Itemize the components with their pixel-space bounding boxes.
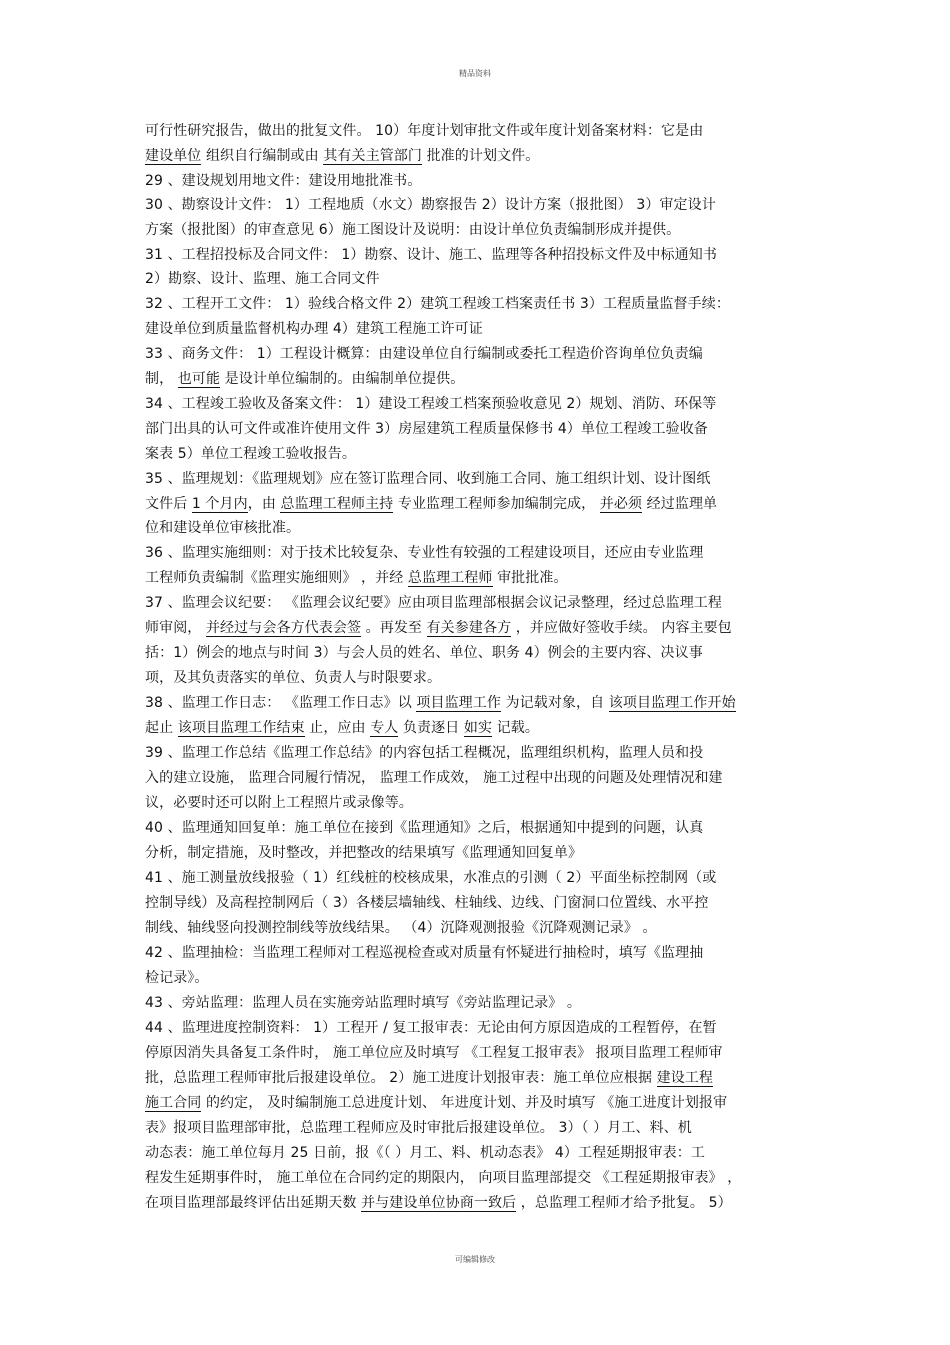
underlined-answer: 1 个月内	[191, 496, 248, 512]
text-segment: 40 、监理通知回复单：施工单位在接到《监理通知》之后，根据通知中提到的问题，认真	[145, 820, 704, 836]
text-segment: 文件后	[145, 496, 192, 512]
underlined-answer: 如实	[463, 720, 493, 736]
text-segment: 34 、工程竣工验收及备案文件： 1）建设工程竣工档案预验收意见 2）规划、消防、环保等	[145, 396, 717, 412]
text-segment: 39 、监理工作总结《监理工作总结》的内容包括工程概况，监理组织机构，监理人员和投	[145, 745, 704, 761]
text-segment: 的约定， 及时编制施工总进度计划、 年进度计划、并及时填写 《施工进度计划报审	[201, 1095, 728, 1111]
text-segment: 方案（报批图）的审查意见 6）施工图设计及说明：由设计单位负责编制形成并提供。	[145, 222, 681, 238]
text-line	[145, 1192, 732, 1214]
underlined-answer: 施工合同	[145, 1095, 202, 1111]
text-segment: 是设计单位编制的。由编制单位提供。	[220, 371, 465, 387]
text-segment: 33 、商务文件： 1）工程设计概算：由建设单位自行编制或委托工程造价咨询单位负责编	[145, 346, 703, 362]
text-segment: 。再发至	[361, 620, 427, 636]
underlined-answer: 总监理工程师	[407, 570, 493, 586]
text-segment: 32 、工程开工文件： 1）验线合格文件 2）建筑工程竣工档案责任书 3）工程质量监督手续：	[145, 296, 730, 312]
text-line	[145, 717, 539, 739]
text-segment: 项，及其负责落实的单位、负责人与时限要求。	[145, 670, 442, 686]
text-segment: 在项目监理部最终评估出延期天数	[145, 1195, 362, 1211]
text-line	[145, 967, 209, 989]
underlined-answer: 总监理工程师主持	[280, 496, 394, 512]
text-segment: 程发生延期事件时， 施工单位在合同约定的期限内， 向项目监理部提交 《工程延期报审表》 ，	[145, 1170, 742, 1186]
text-line	[145, 792, 413, 814]
text-line	[145, 542, 703, 564]
text-line	[145, 120, 703, 142]
text-line	[145, 1142, 705, 1164]
text-line	[145, 194, 716, 216]
underlined-answer: 专人	[370, 720, 399, 736]
text-line	[145, 244, 717, 266]
text-segment: 41 、施工测量放线报验（ 1）红线桩的校核成果，水准点的引测（ 2）平面坐标控制网（或	[145, 870, 717, 886]
text-segment: ，总监理工程师才给予批复。 5）	[516, 1195, 732, 1211]
text-line	[145, 817, 703, 839]
text-line	[145, 443, 356, 465]
text-line	[145, 892, 708, 914]
text-segment: 43 、旁站监理：监理人员在实施旁站监理时填写《旁站监理记录》 。	[145, 995, 582, 1011]
text-segment: 2）勘察、设计、监理、施工合同文件	[145, 271, 380, 287]
text-line	[145, 1042, 723, 1064]
text-segment: 为记载对象，自	[500, 695, 609, 711]
text-line	[145, 1117, 692, 1139]
text-segment: 负责逐日	[398, 720, 464, 736]
text-segment: ，由	[247, 496, 281, 512]
text-line	[145, 517, 300, 539]
text-segment: 位和建设单位审核批准。	[145, 520, 301, 536]
text-segment: 35 、监理规划：《监理规划》应在签订监理合同、收到施工合同、施工组织计划、设计图纸	[145, 471, 711, 487]
text-segment: 44 、监理进度控制资料： 1）工程开 / 复工报审表：无论由何方原因造成的工程暂停，在暂	[145, 1020, 717, 1036]
text-segment: 30 、勘察设计文件： 1）工程地质（水文）勘察报告 2）设计方案（报批图） 3）审定设计	[145, 197, 716, 213]
text-segment: 止，应由	[304, 720, 371, 736]
text-segment: 经过监理单	[642, 496, 718, 512]
text-segment: 分析，制定措施，及时整改，并把整改的结果填写《监理通知回复单》	[145, 845, 583, 861]
text-line	[145, 842, 582, 864]
text-segment: 批，总监理工程师审批后报建设单位。 2）施工进度计划报审表：施工单位应根据	[145, 1070, 657, 1086]
text-segment: 停原因消失具备复工条件时， 施工单位应及时填写 《工程复工报审表》 报项目监理工程师审	[145, 1045, 723, 1061]
text-line	[145, 567, 568, 589]
text-segment: 组织自行编制或由	[201, 148, 324, 164]
text-line	[145, 992, 581, 1014]
text-segment: 案表 5）单位工程竣工验收报告。	[145, 446, 356, 462]
text-segment: 29 、建设规划用地文件：建设用地批准书。	[145, 173, 422, 189]
text-segment: 部门出具的认可文件或准许使用文件 3）房屋建筑工程质量保修书 4）单位工程竣工验收备	[145, 421, 708, 437]
text-line	[145, 1092, 727, 1114]
text-line	[145, 592, 722, 614]
text-segment: 36 、监理实施细则：对于技术比较复杂、专业性有较强的工程建设项目，还应由专业监理	[145, 545, 704, 561]
underlined-answer: 建设工程	[656, 1070, 714, 1086]
text-segment: 可行性研究报告，做出的批复文件。 10）年度计划审批文件或年度计划备案材料：它是由	[145, 123, 704, 139]
text-line	[145, 293, 730, 315]
underlined-answer: 其有关主管部门	[323, 148, 423, 164]
text-segment: 检记录》。	[145, 970, 209, 986]
underlined-answer: 该项目监理工作结束	[177, 720, 305, 736]
underlined-answer: 也可能	[177, 371, 221, 387]
text-line	[145, 219, 680, 241]
text-segment: 起止	[145, 720, 178, 736]
text-line	[145, 867, 716, 889]
underlined-answer: 并经过与会各方代表会签	[205, 620, 362, 636]
text-line	[145, 942, 703, 964]
underlined-answer: 并必须	[599, 496, 643, 512]
text-segment: 37 、监理会议纪要： 《监理会议纪要》应由项目监理部根据会议记录整理，经过总监理工程	[145, 595, 723, 611]
text-line	[145, 393, 716, 415]
text-segment: 制线、轴线竖向投测控制线等放线结果。 （4）沉降观测报验《沉降观测记录》 。	[145, 920, 657, 936]
text-line	[145, 493, 717, 515]
text-line	[145, 1167, 741, 1189]
text-segment: 控制导线）及高程控制网后（ 3）各楼层墙轴线、柱轴线、边线、门窗洞口位置线、水平控	[145, 895, 709, 911]
text-segment: 动态表：施工单位每月 25 日前，报《（ ）月工、料、机动态表》 4）工程延期报审表：工	[145, 1145, 705, 1161]
text-segment: 议，必要时还可以附上工程照片或录像等。	[145, 795, 413, 811]
text-segment: 记载。	[492, 720, 539, 736]
underlined-answer: 有关参建各方	[426, 620, 512, 636]
text-line	[145, 767, 723, 789]
underlined-answer: 该项目监理工作开始	[608, 695, 736, 711]
text-line	[145, 1067, 713, 1089]
text-line	[145, 170, 421, 192]
text-line	[145, 318, 483, 340]
page-footer: 可编辑修改	[455, 1255, 495, 1264]
text-segment: 建设单位到质量监督机构办理 4）建筑工程施工许可证	[145, 321, 483, 337]
text-line	[145, 742, 703, 764]
text-segment: 31 、工程招投标及合同文件： 1）勘察、设计、施工、监理等各种招投标文件及中标通知书	[145, 247, 717, 263]
text-segment: 括：1）例会的地点与时间 3）与会人员的姓名、单位、职务 4）例会的主要内容、决议事	[145, 645, 703, 661]
text-segment: 专业监理工程师参加编制完成，	[393, 496, 600, 512]
text-segment: 制，	[145, 371, 178, 387]
page-header: 精品资料	[459, 69, 491, 78]
text-segment: 批准的计划文件。	[422, 148, 540, 164]
underlined-answer: 项目监理工作	[416, 695, 501, 711]
text-line	[145, 1017, 717, 1039]
underlined-answer: 并与建设单位协商一致后	[361, 1195, 517, 1211]
text-line	[145, 617, 732, 639]
text-segment: 38 、监理工作日志： 《监理工作日志》以	[145, 695, 417, 711]
text-line	[145, 468, 710, 490]
text-line	[145, 642, 703, 664]
text-line	[145, 368, 464, 390]
text-segment: 42 、监理抽检：当监理工程师对工程巡视检查或对质量有怀疑进行抽检时，填写《监理抽	[145, 945, 704, 961]
text-line	[145, 343, 703, 365]
text-segment: 师审阅，	[145, 620, 206, 636]
underlined-answer: 建设单位	[145, 148, 202, 164]
text-line	[145, 418, 708, 440]
text-line	[145, 268, 380, 290]
text-segment: 审批批准。	[492, 570, 568, 586]
text-segment: 表》报项目监理部审批，总监理工程师应及时审批后报建设单位。 3）（ ）月工、料、机	[145, 1120, 692, 1136]
text-line	[145, 667, 441, 689]
text-segment: 入的建立设施， 监理合同履行情况， 监理工作成效， 施工过程中出现的问题及处理情况和建	[145, 770, 723, 786]
text-segment: 工程师负责编制《监理实施细则》 ，并经	[145, 570, 408, 586]
text-line	[145, 917, 657, 939]
text-line	[145, 145, 539, 167]
text-segment: ，并应做好签收手续。 内容主要包	[511, 620, 732, 636]
text-line	[145, 692, 736, 714]
